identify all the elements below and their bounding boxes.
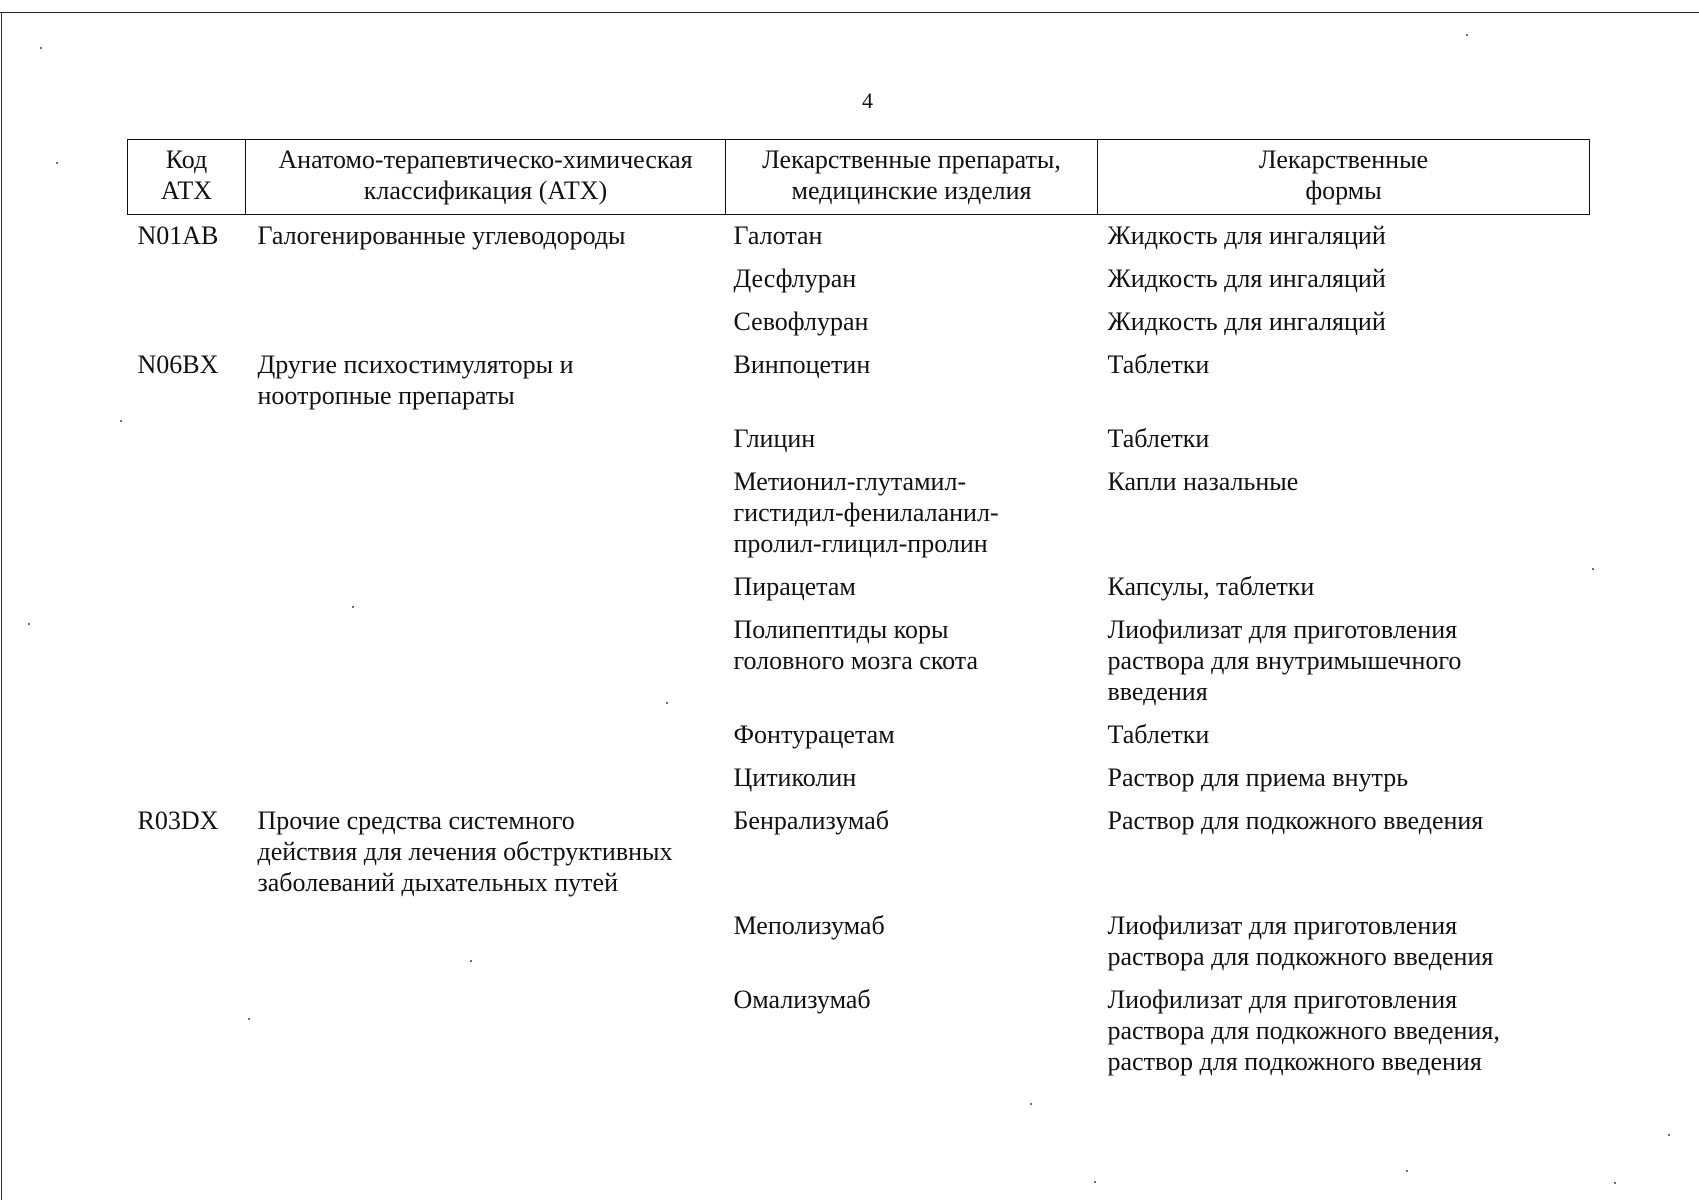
cell-line: Галотан	[733, 221, 823, 250]
table-header	[128, 140, 1590, 215]
drug-name-cell	[726, 461, 1098, 566]
dosage-form-cell	[1098, 258, 1590, 301]
scan-speck	[470, 960, 472, 962]
atx-code-cell	[128, 461, 246, 566]
scan-speck	[28, 623, 30, 625]
cell-line: Севофлуран	[733, 307, 869, 336]
scan-speck	[1406, 1170, 1408, 1172]
drug-name-cell	[726, 800, 1098, 905]
drug-name-cell	[726, 979, 1098, 1084]
scan-speck	[248, 1018, 250, 1020]
dosage-form-cell	[1098, 461, 1590, 566]
table-row	[128, 609, 1590, 714]
header-line: классификация (АТХ)	[363, 176, 608, 205]
drug-name-cell	[726, 714, 1098, 757]
scan-speck	[1030, 1103, 1032, 1105]
table-row	[128, 461, 1590, 566]
header-atx-classification	[246, 140, 726, 215]
atx-classification-cell	[246, 714, 726, 757]
atx-code-cell: N06BX	[137, 350, 219, 379]
scan-border-left	[1, 12, 2, 1200]
scan-border-top	[0, 12, 1699, 13]
header-line: АТХ	[160, 176, 213, 205]
atx-code-cell: N01AB	[137, 221, 219, 250]
cell-line: Пирацетам	[733, 572, 856, 601]
atx-classification-cell	[246, 215, 726, 259]
scan-speck	[1466, 34, 1468, 36]
table-row	[128, 258, 1590, 301]
drug-name-cell	[726, 344, 1098, 418]
header-line: Лекарственные препараты,	[762, 145, 1061, 174]
drug-name-cell	[726, 258, 1098, 301]
header-line: Анатомо-терапевтическо-химическая	[278, 145, 693, 174]
dosage-form-cell	[1098, 800, 1590, 905]
atx-code-cell	[128, 258, 246, 301]
cell-line: Таблетки	[1107, 350, 1210, 379]
atx-code-cell	[128, 714, 246, 757]
cell-line: Цитиколин	[733, 763, 857, 792]
header-dosage-forms	[1098, 140, 1590, 215]
scan-speck	[120, 420, 122, 422]
dosage-form-cell	[1098, 418, 1590, 461]
cell-line: Жидкость для ингаляций	[1107, 221, 1386, 250]
atx-classification-cell	[246, 344, 726, 418]
atx-code-cell	[128, 566, 246, 609]
cell-line: Таблетки	[1107, 720, 1210, 749]
cell-line: заболеваний дыхательных путей	[257, 868, 618, 897]
header-line: Код	[165, 145, 208, 174]
cell-line: Капсулы, таблетки	[1107, 572, 1315, 601]
atx-classification-cell	[246, 757, 726, 800]
cell-line: действия для лечения обструктивных	[257, 837, 673, 866]
atx-code-cell	[128, 609, 246, 714]
cell-line: ноотропные препараты	[257, 381, 515, 410]
cell-line: Десфлуран	[733, 264, 857, 293]
drug-name-cell	[726, 301, 1098, 344]
scan-speck	[1614, 1182, 1616, 1184]
atx-table	[127, 139, 1590, 1084]
atx-classification-cell	[246, 418, 726, 461]
cell-line: Прочие средства системного	[257, 806, 575, 835]
cell-line: Другие психостимуляторы и	[257, 350, 574, 379]
cell-line: Глицин	[733, 424, 816, 453]
drug-name-cell	[726, 418, 1098, 461]
drug-name-cell	[726, 215, 1098, 259]
drug-name-cell	[726, 609, 1098, 714]
cell-line: Раствор для приема внутрь	[1107, 763, 1409, 792]
dosage-form-cell	[1098, 979, 1590, 1084]
atx-classification-cell	[246, 461, 726, 566]
cell-line: раствора для подкожного введения	[1107, 942, 1494, 971]
dosage-form-cell	[1098, 301, 1590, 344]
atx-classification-cell	[246, 301, 726, 344]
table-row	[128, 714, 1590, 757]
header-line: Лекарственные	[1258, 145, 1429, 174]
cell-line: Бенрализумаб	[733, 806, 889, 835]
cell-line: Омализумаб	[733, 985, 871, 1014]
table-row	[128, 566, 1590, 609]
table-row	[128, 800, 1590, 905]
cell-line: Меполизумаб	[733, 911, 885, 940]
dosage-form-cell	[1098, 566, 1590, 609]
cell-line: Фонтурацетам	[733, 720, 895, 749]
cell-line: Жидкость для ингаляций	[1107, 307, 1386, 336]
atx-classification-cell	[246, 979, 726, 1084]
cell-line: Галогенированные углеводороды	[257, 221, 626, 250]
scan-speck	[1592, 568, 1594, 570]
atx-code-cell	[128, 905, 246, 979]
header-line: медицинские изделия	[791, 176, 1032, 205]
cell-line: Винпоцетин	[733, 350, 871, 379]
dosage-form-cell	[1098, 215, 1590, 259]
cell-line: Жидкость для ингаляций	[1107, 264, 1386, 293]
table-row	[128, 979, 1590, 1084]
cell-line: раствора для подкожного введения,	[1107, 1016, 1500, 1045]
scan-speck	[40, 47, 42, 49]
cell-line: Лиофилизат для приготовления	[1107, 985, 1458, 1014]
cell-line: пролил-глицил-пролин	[733, 529, 988, 558]
cell-line: Лиофилизат для приготовления	[1107, 615, 1458, 644]
header-line: формы	[1305, 176, 1382, 205]
dosage-form-cell	[1098, 344, 1590, 418]
header-drugs	[726, 140, 1098, 215]
cell-line: гистидил-фенилаланил-	[733, 498, 999, 527]
atx-code-cell	[128, 418, 246, 461]
atx-code-cell	[128, 301, 246, 344]
cell-line: головного мозга скота	[733, 646, 979, 675]
table-row	[128, 215, 1590, 259]
dosage-form-cell	[1098, 905, 1590, 979]
dosage-form-cell	[1098, 714, 1590, 757]
atx-code-cell	[128, 979, 246, 1084]
scan-speck	[352, 606, 354, 608]
atx-classification-cell	[246, 566, 726, 609]
scan-speck	[56, 162, 58, 164]
cell-line: раствора для внутримышечного	[1107, 646, 1462, 675]
cell-line: Таблетки	[1107, 424, 1210, 453]
drug-name-cell	[726, 757, 1098, 800]
scan-speck	[666, 702, 668, 704]
cell-line: Метионил-глутамил-	[733, 467, 967, 496]
cell-line: Раствор для подкожного введения	[1107, 806, 1484, 835]
dosage-form-cell	[1098, 757, 1590, 800]
cell-line: раствор для подкожного введения	[1107, 1047, 1482, 1076]
cell-line: Лиофилизат для приготовления	[1107, 911, 1458, 940]
page-number: 4	[862, 88, 873, 113]
table-row	[128, 905, 1590, 979]
dosage-form-cell	[1098, 609, 1590, 714]
cell-line: введения	[1107, 677, 1208, 706]
atx-classification-cell	[246, 609, 726, 714]
atx-classification-cell	[246, 800, 726, 905]
atx-classification-cell	[246, 905, 726, 979]
scan-speck	[1668, 1134, 1670, 1136]
header-atx-code	[128, 140, 246, 215]
table-body	[128, 215, 1590, 1085]
table-row	[128, 301, 1590, 344]
drug-name-cell	[726, 566, 1098, 609]
atx-code-cell: R03DX	[137, 806, 219, 835]
cell-line: Капли назальные	[1107, 467, 1299, 496]
table-row	[128, 418, 1590, 461]
header-row	[128, 140, 1590, 215]
cell-line: Полипептиды коры	[733, 615, 949, 644]
drug-name-cell	[726, 905, 1098, 979]
scan-speck	[1094, 1181, 1096, 1183]
table-row	[128, 344, 1590, 418]
atx-classification-cell	[246, 258, 726, 301]
atx-code-cell	[128, 757, 246, 800]
table-row	[128, 757, 1590, 800]
